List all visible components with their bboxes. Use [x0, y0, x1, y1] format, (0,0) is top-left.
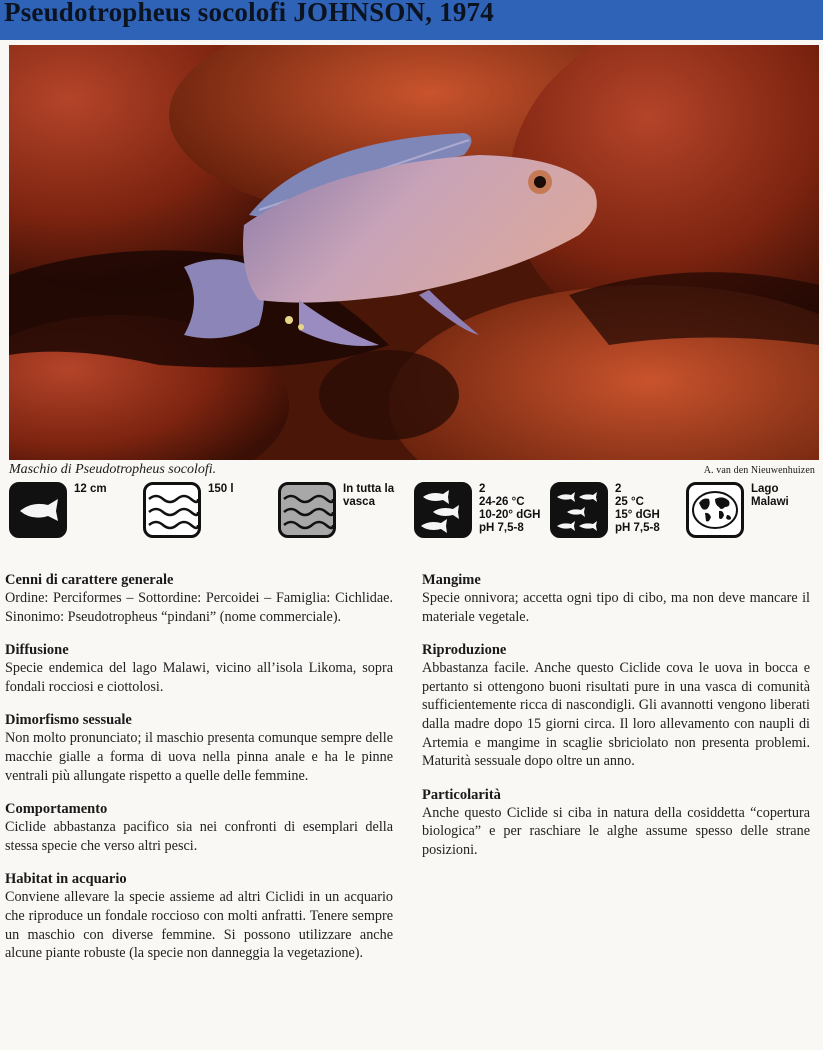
section-heading: Diffusione [5, 642, 69, 659]
swim-zone-icon [278, 482, 336, 538]
section-general [5, 572, 393, 626]
breeding-water-icon [414, 482, 472, 538]
section-body: Ordine: Perciformes – Sottordine: Percoidei – Famiglia: Cichlidae. Sinonimo: Pseudotropheus “pindani” (nome commerciale). [5, 590, 393, 625]
section-body: Specie endemica del lago Malawi, vicino all’isola Likoma, sopra fondali rocciosi e ciottolosi. [5, 660, 393, 695]
section-body: Ciclide abbastanza pacifico sia nei confronti di esemplari della stessa specie che verso altri pesci. [5, 819, 393, 854]
swim-zone-label: In tutta la vasca [343, 483, 395, 508]
section-heading: Particolarità [422, 786, 501, 803]
globe-label: Lago Malawi [751, 483, 789, 508]
section-body: Non molto pronunciato; il maschio presenta comunque sempre delle macchie gialle a forma di uova nella pinna anale e ha le pinne ventrali più allungate rispetto a quelle delle femmine. [5, 730, 393, 784]
page-title: Pseudotropheus socolofi JOHNSON, 1974 [4, 0, 494, 27]
section-distribution [5, 642, 393, 696]
left-column [5, 572, 393, 979]
fish-size-label: 12 cm [74, 483, 107, 495]
tank-volume-icon [143, 482, 201, 538]
photo-caption: Maschio di Pseudotropheus socolofi. [9, 462, 217, 477]
section-body: Abbastanza facile. Anche questo Ciclide cova le uova in bocca e pertanto si ottengono buoni risultati pure in una vasca di comunità sufficientemente ricca di nascondigli. Gli avannotti vengono liberati dalla madre dopo 15 giorni circa. Il loro allevamento con naupli di Artemia e mangime in scaglie sbriciolato non presenta problemi. Maturità sessuale dopo oltre un anno. [422, 660, 810, 770]
section-heading: Riproduzione [422, 642, 507, 659]
globe-icon [686, 482, 744, 538]
keeping-water-icon [550, 482, 608, 538]
section-heading: Dimorfismo sessuale [5, 712, 132, 729]
section-body: Anche questo Ciclide si ciba in natura della cosiddetta “copertura biologica” e per raschiare le alghe assume spesso delle strane posizioni. [422, 804, 810, 858]
photo-credit: A. van den Nieuwenhuizen [703, 465, 815, 476]
section-heading: Comportamento [5, 801, 108, 818]
section-habitat [5, 871, 393, 962]
fish-photo [9, 45, 819, 460]
section-body: Conviene allevare la specie assieme ad altri Ciclidi in un acquario che riproduce un fondale roccioso con molti anfratti. Tenere sempre un maschio con diverse femmine. Si possono utilizzare anche alcune piante robuste (la specie non danneggia la vegetazione). [5, 889, 393, 962]
fish-size-icon [9, 482, 67, 538]
section-particulars [422, 787, 810, 860]
section-heading: Habitat in acquario [5, 871, 127, 888]
section-heading: Mangime [422, 572, 481, 588]
section-reproduction [422, 642, 810, 771]
right-column [422, 572, 810, 876]
section-body: Specie onnivora; accetta ogni tipo di cibo, ma non deve mancare il materiale vegetale. [422, 590, 810, 625]
title-bar [0, 0, 823, 40]
breeding-water-label: 2 24-26 °C 10-20° dGH pH 7,5-8 [479, 483, 541, 534]
tank-volume-label: 150 l [208, 483, 234, 495]
section-heading: Cenni di carattere generale [5, 572, 174, 588]
section-food [422, 572, 810, 626]
section-dimorphism [5, 712, 393, 785]
keeping-water-label: 2 25 °C 15° dGH pH 7,5-8 [615, 483, 660, 534]
section-behaviour [5, 801, 393, 855]
